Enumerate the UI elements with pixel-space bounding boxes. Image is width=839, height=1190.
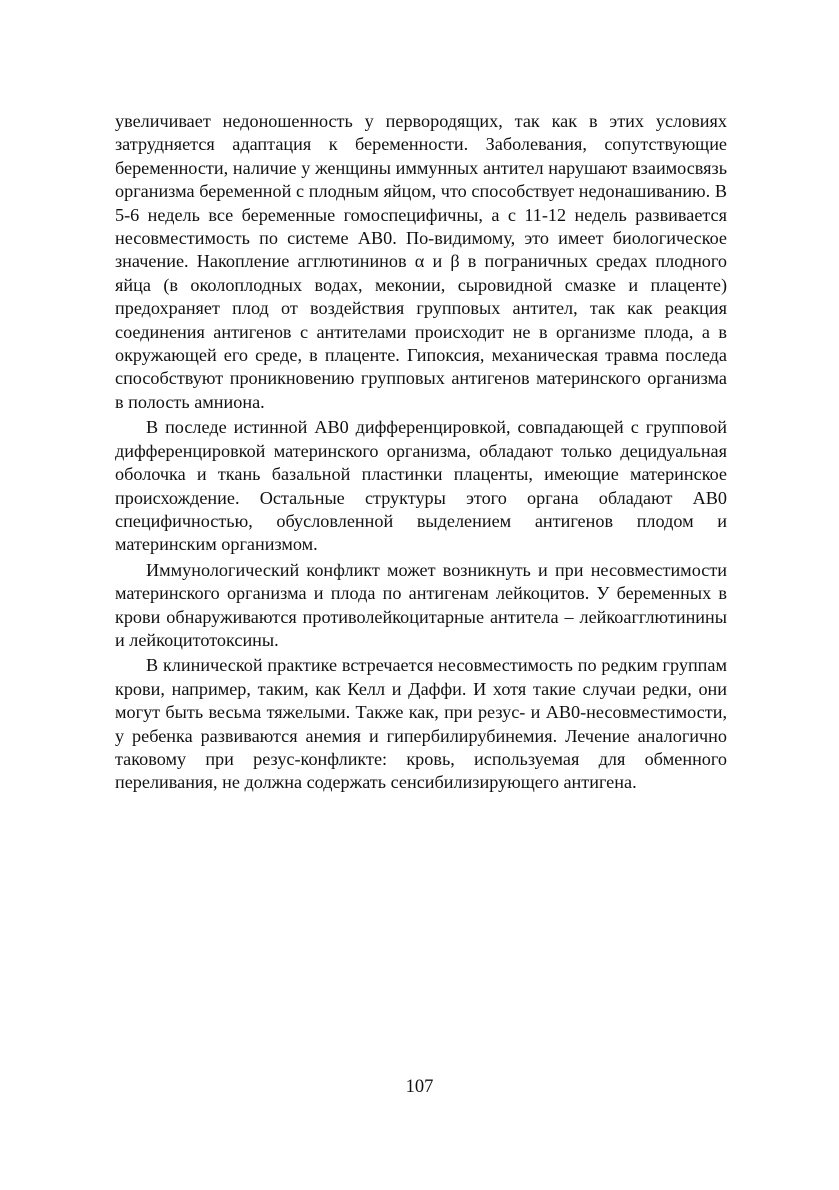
page-number: 107 (405, 1077, 434, 1097)
paragraph-rare-blood-groups: В клинической практике встречается несовместимость по редким группам крови, например, таким, как Келл и Даффи. И хотя такие случаи редки, они могут быть весьма тяжелыми. Также как, при резус- и АВ0-несовместимости, у ребенка развиваются анемия и гипербилирубинемия. Лечение аналогично таковому при резус-конфликте: кровь, используемая для обменного переливания, не должна содержать сенсибилизирующего антигена. (115, 655, 727, 793)
paragraph-leukocyte-conflict: Иммунологический конфликт может возникнуть и при несовместимости материнского организма и плода по антигенам лейкоцитов. У беременных в крови обнаруживаются противолейкоцитарные антитела – лейкоагглютинины и лейкоцитотоксины. (115, 559, 727, 650)
paragraph-abo-differentiation: В последе истинной АВ0 дифференцировкой, совпадающей с групповой дифференцировкой материнского организма, обладают только децидуальная оболочка и ткань базальной пластинки плаценты, имеющие материнское происхождение. Остальные структуры этого органа обладают АВ0 специфичностью, обусловленной выделением антигенов плодом и материнским организмом. (115, 417, 727, 555)
paragraph-continuation: увеличивает недоношенность у первородящих, так как в этих условиях затрудняется адаптация к беременности. Заболевания, сопутствующие беременности, наличие у женщины иммунных антител нарушают взаимосвязь организма беременной с плодным яйцом, что способствует недонашиванию. В 5-6 недель все беременные гомоспецифичны, а с 11-12 недель развивается несовместимость по системе АВ0. По-видимому, это имеет биологическое значение. Накопление агглютининов α и β в пограничных средах плодного яйца (в околоплодных водах, меконии, сыровидной смазке и плаценте) предохраняет плод от воздействия групповых антител, так как реакция соединения антигенов с антителами происходит не в организме плода, а в окружающей его среде, в плаценте. Гипоксия, механическая травма последа способствуют проникновению групповых антигенов материнского организма в полость амниона. (115, 111, 727, 412)
document-body (115, 110, 727, 795)
